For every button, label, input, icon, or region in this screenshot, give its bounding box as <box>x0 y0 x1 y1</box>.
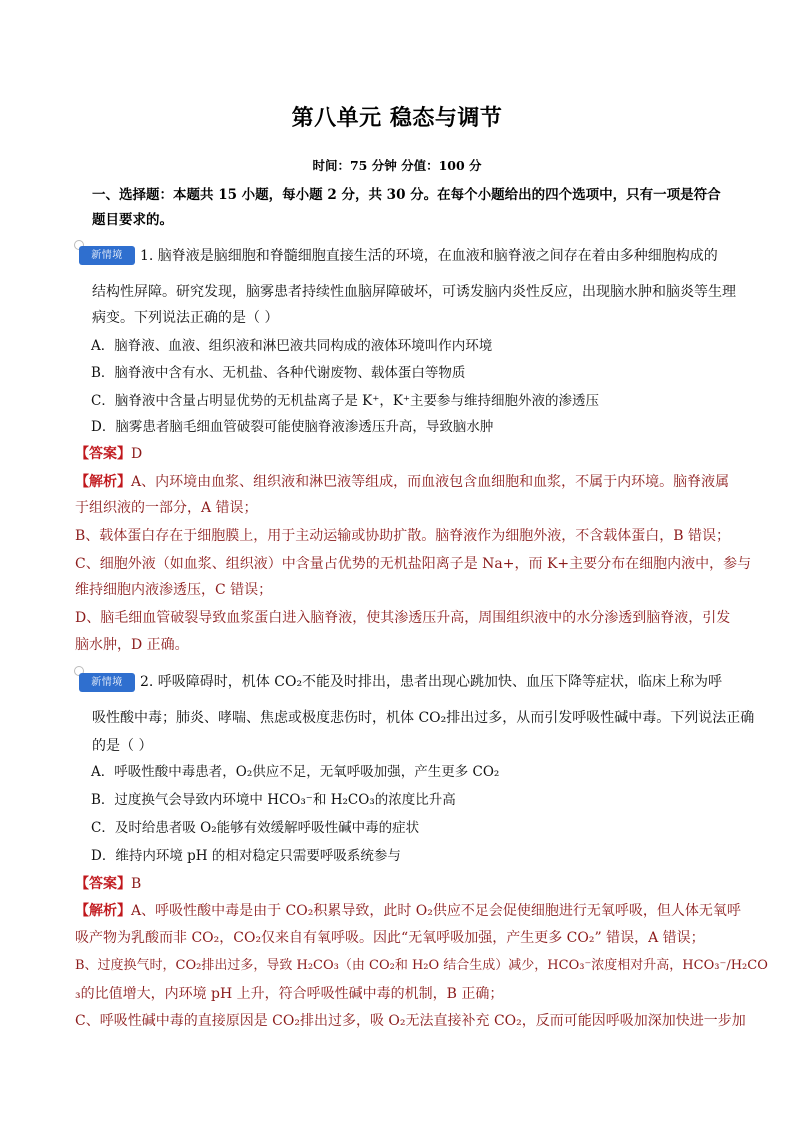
analysis-tag: 【解析】 <box>75 474 131 490</box>
q1-answer <box>75 444 142 464</box>
q2-analysis-line: C、呼吸性碱中毒的直接原因是 CO₂排出过多，吸 O₂无法直接补充 CO₂，反而可能因呼吸加深加快进一步加 <box>75 1013 746 1029</box>
q1-analysis-line: 于组织液的一部分，A 错误； <box>75 500 258 516</box>
page-title: 第八单元 稳态与调节 <box>291 106 503 131</box>
new-context-badge: 新情境 <box>79 246 135 265</box>
q1-analysis-line: 维持细胞内液渗透压，C 错误； <box>75 582 273 598</box>
q2-option-a: A．呼吸性酸中毒患者，O₂供应不足，无氧呼吸加强，产生更多 CO₂ <box>91 764 500 780</box>
q1-stem-line: 1. 脑脊液是脑细胞和脊髓细胞直接生活的环境，在血液和脑脊液之间存在着由多种细胞构成的 <box>140 248 718 264</box>
q2-option-d: D．维持内环境 pH 的相对稳定只需要呼吸系统参与 <box>91 848 401 864</box>
q1-stem-line: 病变。下列说法正确的是（ ） <box>92 310 279 326</box>
q2-option-b: B．过度换气会导致内环境中 HCO₃⁻和 H₂CO₃的浓度比升高 <box>91 792 456 808</box>
q1-option-b: B．脑脊液中含有水、无机盐、各种代谢废物、载体蛋白等物质 <box>91 365 466 381</box>
q2-option-c: C．及时给患者吸 O₂能够有效缓解呼吸性碱中毒的症状 <box>91 820 420 836</box>
q2-analysis-line: B、过度换气时，CO₂排出过多，导致 H₂CO₃（由 CO₂和 H₂O 结合生成）减少，HCO₃⁻浓度相对升高，HCO₃⁻/H₂CO <box>75 958 768 973</box>
answer-tag: 【答案】 <box>75 446 131 462</box>
answer-value: B <box>131 876 142 892</box>
q2-analysis-line: 吸产物为乳酸而非 CO₂，CO₂仅来自有氧呼吸。因此“无氧呼吸加强，产生更多 CO₂” 错误，A 错误； <box>75 930 705 946</box>
exam-meta: 时间：75 分钟 分值：100 分 <box>312 158 482 173</box>
analysis-text: A、呼吸性酸中毒是由于 CO₂积累导致，此时 O₂供应不足会促使细胞进行无氧呼吸，但人体无氧呼 <box>131 903 741 919</box>
q2-analysis-line: ₃的比值增大，内环境 pH 上升，符合呼吸性碱中毒的机制，B 正确； <box>75 986 504 1002</box>
answer-tag: 【答案】 <box>75 876 131 892</box>
q1-analysis-line: 脑水肿，D 正确。 <box>75 637 189 653</box>
q2-answer <box>75 874 141 894</box>
q2-stem-line: 2. 呼吸障碍时，机体 CO₂不能及时排出，患者出现心跳加快、血压下降等症状，临床上称为呼 <box>140 674 723 690</box>
section-heading: 一、选择题：本题共 15 小题，每小题 2 分，共 30 分。在每个小题给出的四个选项中，只有一项是符合题目要求的。 <box>92 187 721 228</box>
q2-stem-line: 吸性酸中毒；肺炎、哮喘、焦虑或极度悲伤时，机体 CO₂排出过多，从而引发呼吸性碱中毒。下列说法正确 <box>92 710 755 726</box>
q1-option-a: A．脑脊液、血液、组织液和淋巴液共同构成的液体环境叫作内环境 <box>91 338 493 354</box>
analysis-tag: 【解析】 <box>75 903 131 919</box>
q1-analysis-line: B、载体蛋白存在于细胞膜上，用于主动运输或协助扩散。脑脊液作为细胞外液，不含载体蛋白，B 错误； <box>75 528 731 544</box>
new-context-badge: 新情境 <box>79 673 135 692</box>
q1-analysis-line: C、细胞外液（如血浆、组织液）中含量占优势的无机盐阳离子是 Na+，而 K+主要分布在细胞内液中，参与 <box>75 556 752 572</box>
q1-option-c: C．脑脊液中含量占明显优势的无机盐离子是 K⁺，K⁺主要参与维持细胞外液的渗透压 <box>91 393 600 409</box>
analysis-text: A、内环境由血浆、组织液和淋巴液等组成，而血液包含血细胞和血浆，不属于内环境。脑脊液属 <box>131 474 730 490</box>
q1-analysis-line <box>75 472 729 492</box>
q1-option-d: D．脑雾患者脑毛细血管破裂可能使脑脊液渗透压升高，导致脑水肿 <box>91 419 494 435</box>
answer-value: D <box>131 446 143 462</box>
q2-stem-line: 的是（ ） <box>92 738 153 754</box>
q2-analysis-line <box>75 901 741 921</box>
q1-stem-line: 结构性屏障。研究发现，脑雾患者持续性血脑屏障破坏，可诱发脑内炎性反应，出现脑水肿和脑炎等生理 <box>92 284 736 300</box>
q1-analysis-line: D、脑毛细血管破裂导致血浆蛋白进入脑脊液，使其渗透压升高，周围组织液中的水分渗透到脑脊液，引发 <box>75 610 731 626</box>
